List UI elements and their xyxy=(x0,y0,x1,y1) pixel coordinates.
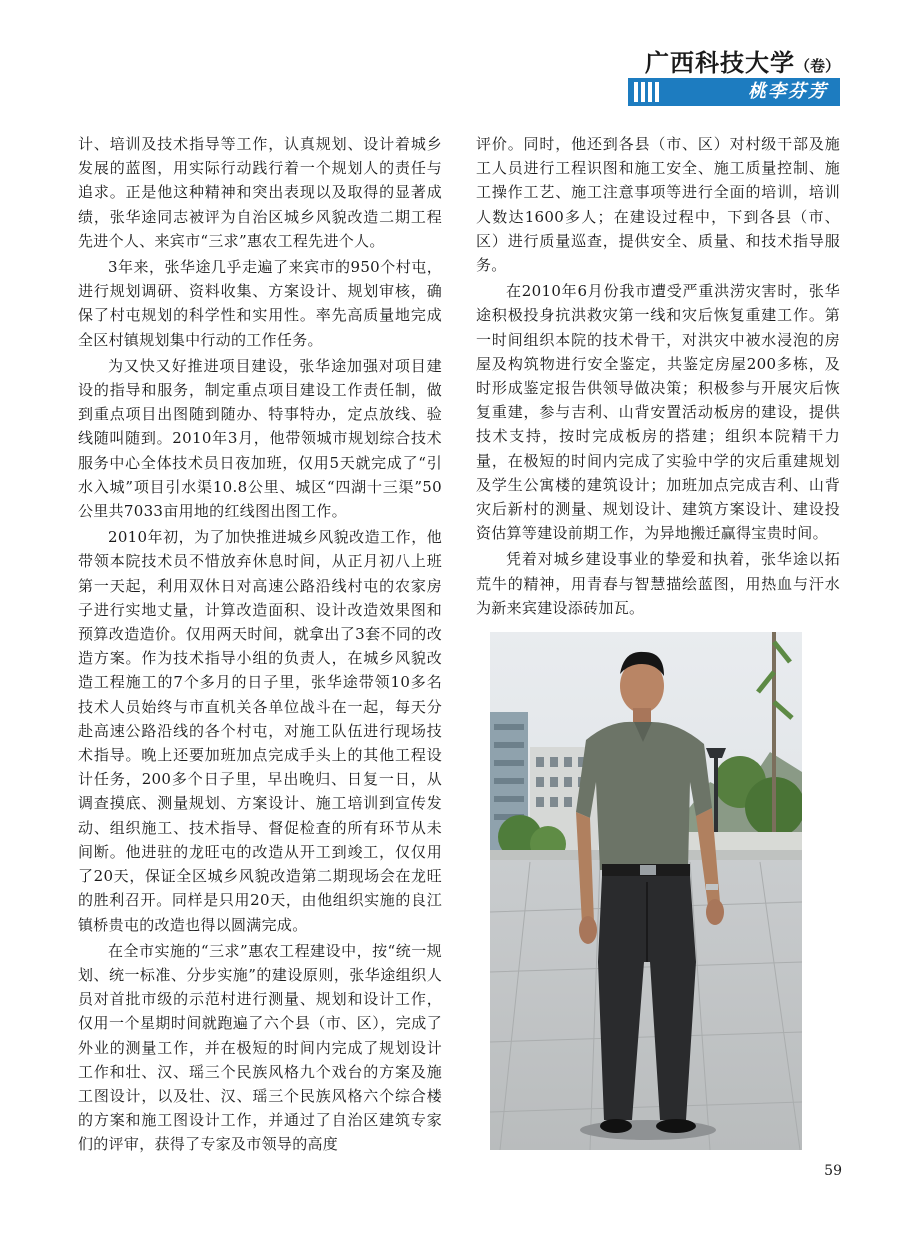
header-stripes-decoration xyxy=(634,82,659,102)
header-title xyxy=(604,48,840,81)
article-column-right xyxy=(476,132,840,620)
paragraph: 在全市实施的“三求”惠农工程建设中，按“统一规划、统一标准、分步实施”的建设原则，张华途组织人员对首批市级的示范村进行测量、规划和设计工作，仅用一个星期时间就跑遍了六个县（市、区），完成了外业的测量工作，并在极短的时间内完成了规划设计工作和壮、汉、瑶三个民族风格九个戏台的方案及施工图设计，以及壮、汉、瑶三个民族风格六个综合楼的方案和施工图设计工作，并通过了自治区建筑专家们的评审，获得了专家及市领导的高度 xyxy=(78,941,442,1154)
paragraph: 评价。同时，他还到各县（市、区）对村级干部及施工人员进行工程识图和施工安全、施工质量控制、施工操作工艺、施工注意事项等进行全面的培训，培训人数达1600多人；在建设过程中，下到各县（市、区）进行质量巡查，提供安全、质量、和技术指导服务。 xyxy=(476,135,840,275)
paragraph: 凭着对城乡建设事业的挚爱和执着，张华途以拓荒牛的精神，用青春与智慧描绘蓝图，用热血与汗水为新来宾建设添砖加瓦。 xyxy=(476,550,840,617)
article-column-left xyxy=(78,132,442,1157)
paragraph: 3年来，张华途几乎走遍了来宾市的950个村屯，进行规划调研、资料收集、方案设计、规划审核，确保了村屯规划的科学性和实用性。率先高质量地完成全区村镇规划集中行动的工作任务。 xyxy=(78,258,442,349)
paragraph: 2010年初，为了加快推进城乡风貌改造工作，他带领本院技术员不惜放弃休息时间，从正月初八上班第一天起，利用双休日对高速公路沿线村屯的农家房子进行实地丈量，计算改造面积、设计改造效果图和预算改造造价。仅用两天时间，就拿出了3套不同的改造方案。作为技术指导小组的负责人，在城乡风貌改造工程施工的7个多月的日子里，张华途带领10多名技术人员始终与市直机关各单位战斗在一起，每天分赴高速公路沿线的各个村屯，对施工队伍进行现场技术指导。晚上还要加班加点完成手头上的其他工程设计任务，200多个日子里，早出晚归、日复一日，从调查摸底、测量规划、方案设计、施工培训到宣传发动、组织施工、技术指导、督促检查的所有环节从未间断。他进驻的龙旺屯的改造从开工到竣工，仅仅用了20天，保证全区城乡风貌改造第二期现场会在龙旺的胜利召开。同样是只用20天，由他组织实施的良江镇桥贵屯的改造也得以圆满完成。 xyxy=(78,528,442,934)
header-title-text: 广西科技大学 xyxy=(644,49,795,77)
running-header xyxy=(604,48,840,106)
portrait-photo-illustration xyxy=(490,632,802,1150)
paragraph: 为又快又好推进项目建设，张华途加强对项目建设的指导和服务，制定重点项目建设工作责任制，做到重点项目出图随到随办、特事特办，定点放线、验线随叫随到。2010年3月，他带领城市规划综合技术服务中心全体技术员日夜加班，仅用5天就完成了“引水入城”项目引水渠10.8公里、城区“四湖十三渠”50公里共7033亩用地的红线图出图工作。 xyxy=(78,356,442,521)
header-banner xyxy=(628,78,840,106)
paragraph: 在2010年6月份我市遭受严重洪涝灾害时，张华途积极投身抗洪救灾第一线和灾后恢复重建工作。第一时间组织本院的技术骨干，对洪灾中被水浸泡的房屋及构筑物进行安全鉴定，共鉴定房屋200多栋，及时形成鉴定报告供领导做决策；积极参与开展灾后恢复重建，参与吉利、山背安置活动板房的建设，提供技术支持，按时完成板房的搭建；组织本院精干力量，在极短的时间内完成了实验中学的灾后重建规划及学生公寓楼的建筑设计；加班加点完成吉利、山背灾后新村的测量、规划设计、建筑方案设计、建设投资估算等建设前期工作，为异地搬迁赢得宝贵时间。 xyxy=(476,282,840,543)
page-number: 59 xyxy=(824,1163,842,1179)
header-title-suffix: （卷） xyxy=(794,57,840,75)
paragraph: 计、培训及技术指导等工作，认真规划、设计着城乡发展的蓝图，用实际行动践行着一个规划人的责任与追求。正是他这种精神和突出表现以及取得的显著成绩，张华途同志被评为自治区城乡风貌改造二期工程先进个人、来宾市“三求”惠农工程先进个人。 xyxy=(78,135,442,250)
header-section-name: 桃李芬芳 xyxy=(748,81,828,102)
portrait-photo xyxy=(490,632,802,1150)
